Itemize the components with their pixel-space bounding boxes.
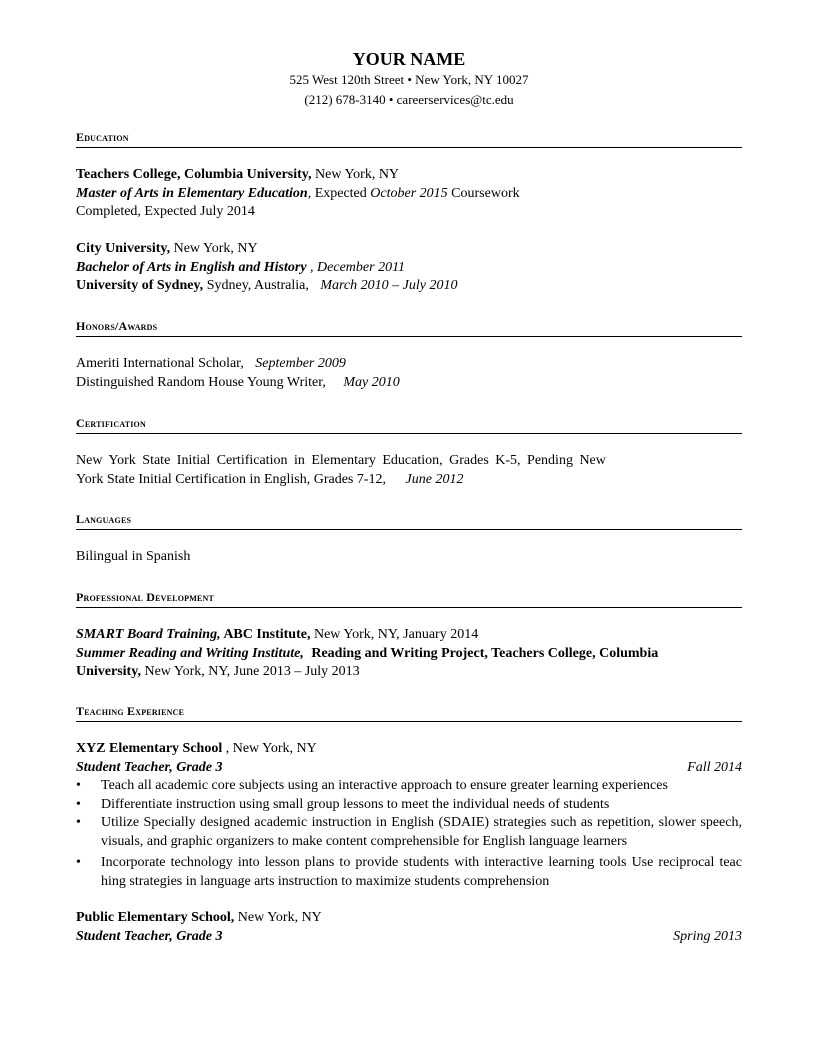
section-title-languages: Languages <box>76 512 742 530</box>
school-name: XYZ Elementary School <box>76 741 223 756</box>
bullet-text: Utilize Specially designed academic instruction in English (SDAIE) strategies such as repetition, slower speech, visuals, and graphic organizers to make content comprehensible for English language learners <box>101 815 742 849</box>
bullet-icon: • <box>76 815 81 830</box>
certification-section <box>76 416 742 489</box>
section-title-pd: Professional Development <box>76 590 742 608</box>
pd-title: Summer Reading and Writing Institute, <box>76 645 304 661</box>
list-item <box>76 777 742 796</box>
certification-text: York State Initial Certification in English, Grades 7-12, <box>76 471 390 487</box>
candidate-name: YOUR NAME <box>352 49 466 69</box>
pd-details: New York, NY, June 2013 – July 2013 <box>140 664 360 679</box>
section-title-certification: Certification <box>76 416 742 434</box>
pd-org-cont: University, <box>76 664 141 679</box>
bullet-text: Incorporate technology into lesson plans to provide students with interactive learning tools Use reciprocal teac hing strategies in language arts instruction to maximize students comprehension <box>101 855 742 889</box>
bullet-icon: • <box>76 796 81 812</box>
school-name: Teachers College, Columbia University, <box>76 167 312 182</box>
pd-title: SMART Board Training, <box>76 627 221 642</box>
job-role: Student Teacher, Grade 3 <box>76 928 223 944</box>
list-item <box>76 854 742 891</box>
job-role-row <box>76 759 742 778</box>
job-school <box>76 909 742 928</box>
certification-date: June 2012 <box>405 471 464 487</box>
coursework-label: Coursework <box>447 185 520 201</box>
pd-org: ABC Institute, <box>220 627 311 642</box>
job-date: Fall 2014 <box>687 759 742 775</box>
expected-date: October 2015 <box>370 185 448 201</box>
phone-email: (212) 678-3140 • careerservices@tc.edu <box>304 92 514 107</box>
honors-section <box>76 319 742 392</box>
section-title-education: Education <box>76 130 742 148</box>
school-name: City University, <box>76 241 171 256</box>
teaching-section <box>76 704 742 946</box>
degree-name: Master of Arts in Elementary Education <box>76 185 308 201</box>
pd-details: New York, NY, January 2014 <box>310 627 479 642</box>
study-dates: March 2010 – July 2010 <box>320 278 458 293</box>
list-item <box>76 796 742 815</box>
section-title-honors: Honors/Awards <box>76 319 742 337</box>
honor-text: Ameriti International Scholar, <box>76 356 248 371</box>
pd-smart <box>76 626 742 645</box>
language-item: Bilingual in Spanish <box>76 549 191 564</box>
honor-item <box>76 355 742 374</box>
bullet-text: Differentiate instruction using small group lessons to meet the individual needs of students <box>101 796 610 812</box>
expected-prefix: , Expected <box>307 185 371 201</box>
school-name: University of Sydney, <box>76 278 204 293</box>
degree-name: Bachelor of Arts in English and History <box>76 259 307 275</box>
education-entry-tc <box>76 166 742 185</box>
section-title-teaching: Teaching Experience <box>76 704 742 722</box>
pd-summer-cont <box>76 663 742 682</box>
pd-summer <box>76 645 742 664</box>
bullet-text: Teach all academic core subjects using an interactive approach to ensure greater learning experiences <box>101 778 668 793</box>
list-item <box>76 814 742 851</box>
school-location: , New York, NY <box>222 741 317 756</box>
degree-line <box>76 185 742 204</box>
school-location: New York, NY <box>170 241 258 256</box>
school-location: Sydney, Australia, <box>203 278 313 293</box>
education-entry-sydney <box>76 277 742 296</box>
bullet-icon: • <box>76 855 81 870</box>
pd-org: Reading and Writing Project, Teachers College, Columbia <box>307 645 659 661</box>
coursework-completed: Completed, Expected July 2014 <box>76 204 255 219</box>
education-section <box>76 130 742 296</box>
job-role-row <box>76 928 742 947</box>
education-entry-city <box>76 240 742 259</box>
resume-header <box>76 48 742 110</box>
degree-line <box>76 259 742 278</box>
honor-text: Distinguished Random House Young Writer, <box>76 374 330 390</box>
job-date: Spring 2013 <box>673 928 742 944</box>
certification-line-2 <box>76 471 742 490</box>
certification-line-1: New York State Initial Certification in Elementary Education, Grades K-5, Pending New <box>76 453 606 468</box>
school-name: Public Elementary School, <box>76 910 235 925</box>
honor-date: May 2010 <box>343 374 400 390</box>
school-location: New York, NY <box>311 167 400 182</box>
degree-date: , December 2011 <box>306 259 406 275</box>
job-bullets <box>76 777 742 891</box>
professional-development-section <box>76 590 742 682</box>
job-role: Student Teacher, Grade 3 <box>76 759 223 775</box>
address: 525 West 120th Street • New York, NY 10027 <box>289 72 529 87</box>
school-location: New York, NY <box>234 910 322 925</box>
job-school <box>76 740 742 759</box>
honor-date: September 2009 <box>255 356 346 371</box>
honor-item <box>76 374 742 393</box>
bullet-icon: • <box>76 778 81 793</box>
languages-section <box>76 512 742 567</box>
